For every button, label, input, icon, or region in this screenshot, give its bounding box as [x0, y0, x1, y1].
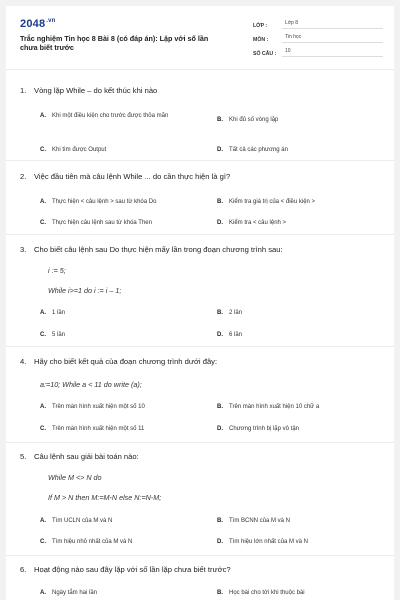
- question-text: [20, 452, 139, 461]
- option-letter: A.: [40, 404, 46, 410]
- option-letter: D.: [217, 147, 223, 153]
- question-text: [20, 172, 230, 181]
- code-line: While i>=1 do i := i – 1;: [48, 286, 122, 295]
- document-header: [6, 6, 394, 70]
- site-logo[interactable]: [20, 18, 56, 30]
- logo-text: 2048: [20, 18, 46, 30]
- option-letter: B.: [217, 404, 223, 410]
- option-text: Tìm BCNN của M và N: [229, 518, 291, 524]
- option-text: Trên màn hình xuất hiện 10 chữ a: [229, 404, 320, 410]
- option-text: Tìm UCLN của M và N: [52, 518, 113, 524]
- option-a[interactable]: [40, 403, 202, 411]
- option-d[interactable]: [217, 425, 379, 433]
- question-divider: [6, 234, 394, 235]
- question-divider: [6, 160, 394, 161]
- option-letter: A.: [40, 590, 46, 596]
- option-text: 2 lần: [229, 310, 243, 316]
- option-letter: C.: [40, 332, 46, 338]
- question-text: [20, 245, 283, 254]
- question-stem: Câu lệnh sau giải bài toán nào:: [34, 452, 139, 461]
- option-letter: C.: [40, 220, 46, 226]
- option-text: Trên màn hình xuất hiện một số 11: [52, 426, 145, 432]
- meta-info: [253, 17, 383, 59]
- question-text: [20, 357, 217, 366]
- option-text: Thực hiện < câu lệnh > sau từ khóa Do: [52, 199, 157, 205]
- question-number: 1.: [20, 86, 27, 95]
- option-letter: C.: [40, 539, 46, 545]
- option-letter: D.: [217, 332, 223, 338]
- option-letter: D.: [217, 220, 223, 226]
- option-text: 5 lần: [52, 332, 66, 338]
- document-title: Trắc nghiệm Tin học 8 Bài 8 (có đáp án): Lặp với số lần chưa biết trước: [20, 34, 209, 52]
- option-text: Tìm hiệu nhỏ nhất của M và N: [52, 539, 133, 545]
- option-b[interactable]: [217, 517, 379, 525]
- option-text: Khi tìm được Output: [52, 147, 107, 153]
- question-stem: Vòng lặp While – do kết thúc khi nào: [34, 86, 158, 95]
- option-a[interactable]: [40, 589, 202, 597]
- question-stem: Việc đầu tiên mà câu lệnh While ... do cần thực hiện là gì?: [34, 172, 231, 181]
- option-text: Tìm hiệu lớn nhất của M và N: [229, 539, 308, 545]
- question-number: 2.: [20, 172, 27, 181]
- meta-value: 10: [282, 48, 383, 57]
- option-text: Khi đủ số vòng lặp: [229, 117, 279, 123]
- option-d[interactable]: [217, 146, 379, 154]
- meta-value: Tin học: [282, 34, 383, 43]
- option-text: 6 lần: [229, 332, 243, 338]
- code-line: While M <> N do: [48, 473, 102, 482]
- question-number: 4.: [20, 357, 27, 366]
- question-stem: Cho biết câu lệnh sau Do thực hiện mấy lần trong đoạn chương trình sau:: [34, 245, 283, 254]
- option-letter: A.: [40, 199, 46, 205]
- meta-label: MÔN :: [253, 37, 269, 43]
- option-letter: C.: [40, 147, 46, 153]
- option-text: 1 lần: [52, 310, 66, 316]
- option-a[interactable]: [40, 112, 172, 120]
- code-line: i := 5;: [48, 266, 66, 275]
- option-c[interactable]: [40, 538, 202, 546]
- option-text: Trên màn hình xuất hiện một số 10: [52, 404, 145, 410]
- option-letter: A.: [40, 113, 46, 119]
- option-c[interactable]: [40, 331, 202, 339]
- option-text: Thực hiện câu lệnh sau từ khóa Then: [52, 220, 152, 226]
- option-text: Tất cả các phương án: [229, 147, 288, 153]
- question-number: 5.: [20, 452, 27, 461]
- question-text: [20, 565, 231, 574]
- meta-value: Lớp 8: [282, 20, 383, 29]
- option-letter: D.: [217, 539, 223, 545]
- meta-row-subject: [253, 31, 383, 43]
- logo-suffix: .vn: [46, 18, 56, 25]
- option-letter: B.: [217, 199, 223, 205]
- option-b[interactable]: [217, 198, 379, 206]
- option-d[interactable]: [217, 219, 379, 227]
- option-letter: A.: [40, 518, 46, 524]
- option-text: Ngày tắm hai lần: [52, 590, 98, 596]
- question-divider: [6, 346, 394, 347]
- document-page: [6, 6, 394, 600]
- option-text: Kiểm tra giá trị của < điều kiện >: [229, 199, 316, 205]
- option-text: Chương trình bị lặp vô tận: [229, 426, 299, 432]
- option-a[interactable]: [40, 198, 202, 206]
- code-line: a:=10; While a < 11 do write (a);: [40, 380, 142, 389]
- question-stem: Hoạt động nào sau đây lặp với số lần lặp chưa biết trước?: [34, 565, 231, 574]
- option-a[interactable]: [40, 309, 202, 317]
- option-letter: D.: [217, 426, 223, 432]
- option-letter: B.: [217, 590, 223, 596]
- option-letter: B.: [217, 117, 223, 123]
- question-number: 6.: [20, 565, 27, 574]
- option-b[interactable]: [217, 589, 379, 597]
- question-divider: [6, 442, 394, 443]
- option-letter: A.: [40, 310, 46, 316]
- question-text: [20, 86, 157, 95]
- meta-label: SỐ CÂU :: [253, 51, 277, 57]
- option-text: Khi một điều kiện cho trước được thỏa mãn: [52, 113, 169, 119]
- option-d[interactable]: [217, 331, 379, 339]
- option-letter: B.: [217, 310, 223, 316]
- option-a[interactable]: [40, 517, 202, 525]
- option-c[interactable]: [40, 425, 202, 433]
- option-b[interactable]: [217, 116, 379, 124]
- meta-row-class: [253, 17, 383, 29]
- option-b[interactable]: [217, 309, 379, 317]
- question-stem: Hãy cho biết kết quả của đoạn chương trình dưới đây:: [34, 357, 218, 366]
- meta-label: LỚP :: [253, 23, 268, 29]
- code-line: If M > N then M:=M-N else N:=N-M;: [48, 493, 162, 502]
- question-divider: [6, 555, 394, 556]
- option-letter: C.: [40, 426, 46, 432]
- question-number: 3.: [20, 245, 27, 254]
- option-letter: B.: [217, 518, 223, 524]
- option-d[interactable]: [217, 538, 379, 546]
- meta-row-count: [253, 45, 383, 57]
- option-text: Kiểm tra < câu lệnh >: [229, 220, 287, 226]
- option-c[interactable]: [40, 219, 202, 227]
- option-c[interactable]: [40, 146, 202, 154]
- option-text: Học bài cho tới khi thuộc bài: [229, 590, 305, 596]
- option-b[interactable]: [217, 403, 379, 411]
